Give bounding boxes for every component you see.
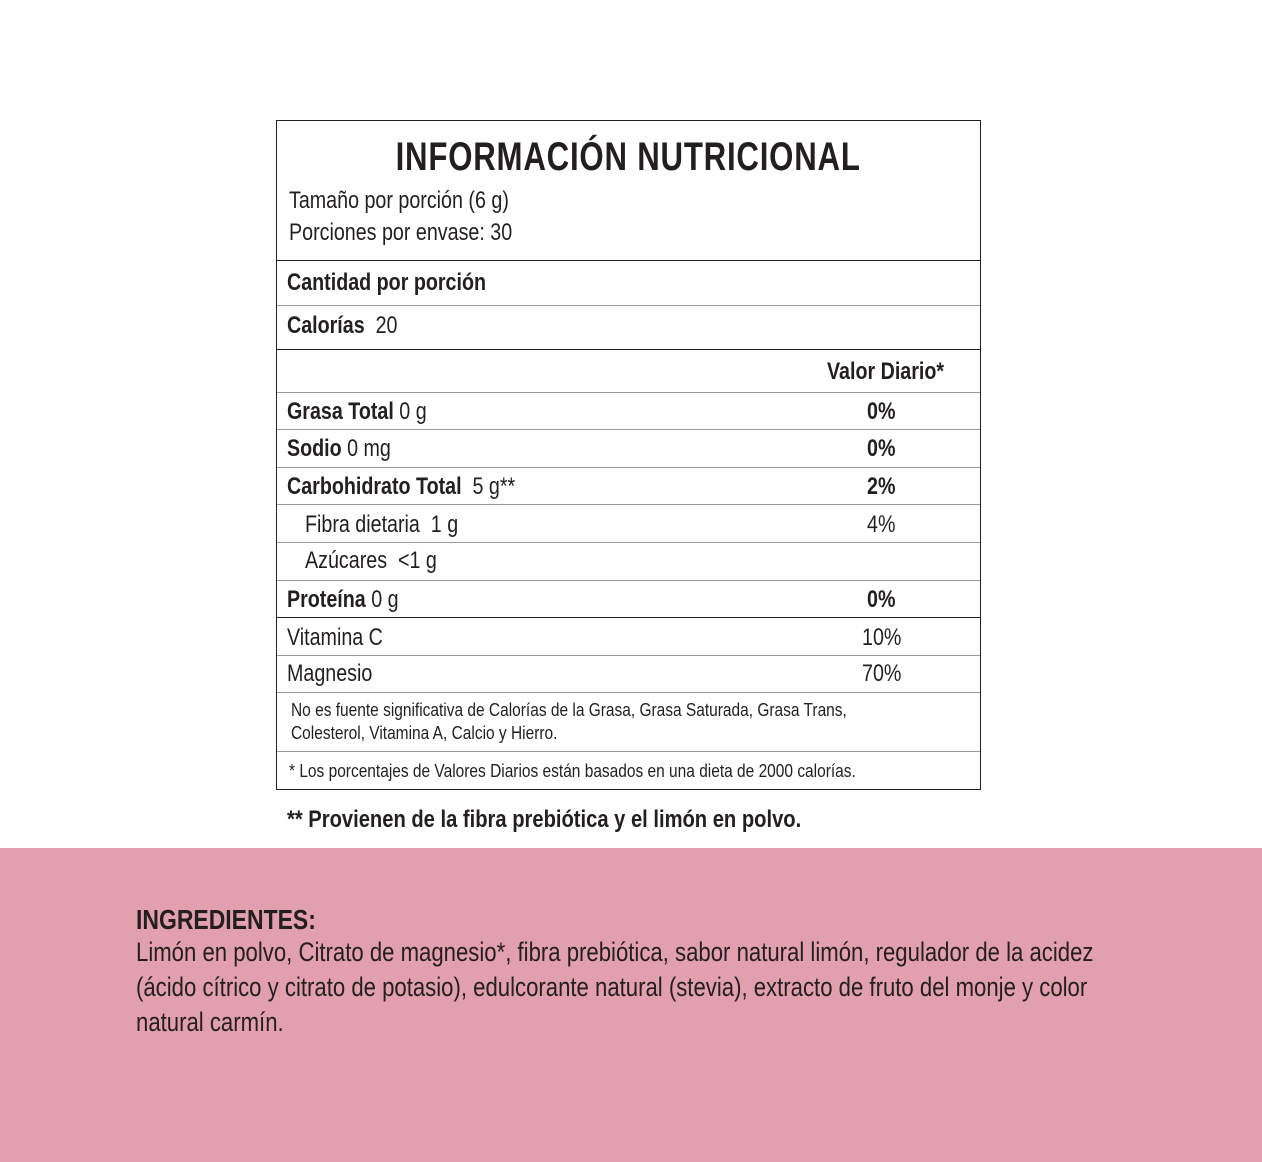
nutrition-facts-table [276,120,981,790]
not-significant-note-line2: Colesterol, Vitamina A, Calcio y Hierro. [291,723,558,743]
dv-sodium: 0% [867,435,896,462]
ingredients-line: natural carmín. [136,1007,284,1037]
divider [277,504,980,505]
calories-label: Calorías [287,312,365,339]
footnote: ** Provienen de la fibra prebiótica y el limón en polvo. [287,806,802,833]
nutrient-row-sodium: Sodio 0 mg [287,435,391,462]
divider [277,692,980,693]
nutrient-row-magnesium: Magnesio [287,660,373,687]
dv-protein: 0% [867,586,896,613]
dv-fat: 0% [867,398,896,425]
divider [277,349,980,350]
dv-magnesium: 70% [862,660,902,687]
amount-per-serving: Cantidad por porción [287,269,486,296]
divider [277,617,980,618]
ingredients-section [0,848,1262,1162]
divider [277,751,980,752]
nutrient-row-sugars: Azúcares <1 g [305,547,437,574]
divider [277,429,980,430]
divider [277,392,980,393]
nutrient-row-fat: Grasa Total 0 g [287,398,427,425]
calories-value: 20 [375,312,398,339]
nutrient-row-vitamin-c: Vitamina C [287,624,383,651]
nutrient-row-fiber: Fibra dietaria 1 g [305,511,459,538]
divider [277,467,980,468]
dv-fiber: 4% [867,511,896,538]
ingredients-title: INGREDIENTES: [136,904,316,935]
servings-per-container: Porciones por envase: 30 [289,219,513,246]
dv-carbs: 2% [867,473,896,500]
calories-row [287,312,422,340]
ingredients-line: (ácido cítrico y citrato de potasio), edulcorante natural (stevia), extracto de fruto del monje y color [136,972,1088,1002]
divider [277,260,980,261]
nutrient-row-protein: Proteína 0 g [287,586,399,613]
divider [277,655,980,656]
serving-size: Tamaño por porción (6 g) [289,187,509,214]
divider [277,542,980,543]
nutrition-title: INFORMACIÓN NUTRICIONAL [395,135,862,179]
ingredients-line: Limón en polvo, Citrato de magnesio*, fibra prebiótica, sabor natural limón, regulador de la acidez [136,937,1094,967]
daily-value-note: * Los porcentajes de Valores Diarios están basados en una dieta de 2000 calorías. [289,761,856,781]
not-significant-note-line1: No es fuente significativa de Calorías de la Grasa, Grasa Saturada, Grasa Trans, [291,700,847,720]
nutrient-row-carbs: Carbohidrato Total 5 g** [287,473,516,500]
daily-value-header: Valor Diario* [827,358,945,385]
divider [277,580,980,581]
dv-vitamin-c: 10% [862,624,902,651]
divider [277,305,980,306]
